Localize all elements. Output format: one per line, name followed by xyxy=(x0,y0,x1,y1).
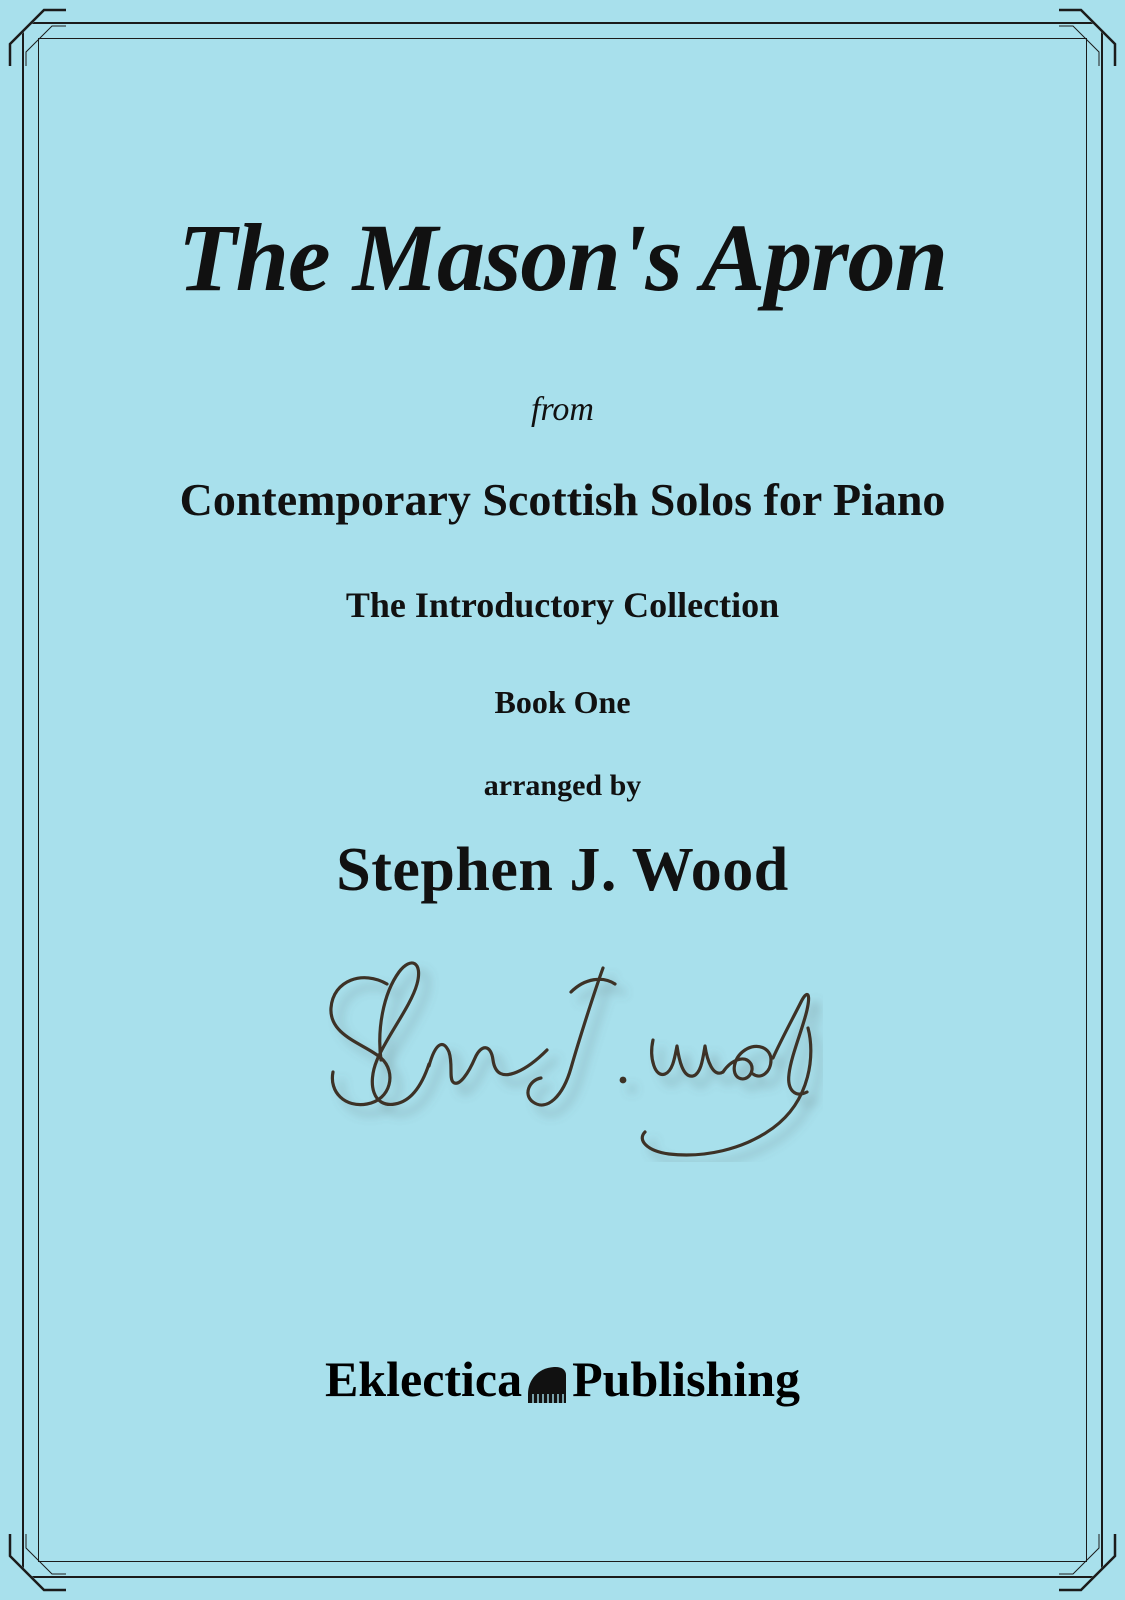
publisher-name-part-two: Publishing xyxy=(572,1351,801,1407)
publisher-name-part-one: Eklectica xyxy=(324,1351,523,1407)
arranger-name: Stephen J. Wood xyxy=(336,835,789,904)
book-number: Book One xyxy=(494,683,631,720)
collection-subtitle: The Introductory Collection xyxy=(345,584,780,625)
collection-title: Contemporary Scottish Solos for Piano xyxy=(179,473,946,525)
signature-image xyxy=(303,932,823,1162)
page-title: The Mason's Apron xyxy=(178,204,947,311)
from-label: from xyxy=(531,390,594,428)
publisher-logo xyxy=(0,1351,1125,1407)
grand-piano-icon xyxy=(524,1364,570,1406)
arranged-by-label: arranged by xyxy=(483,768,642,802)
